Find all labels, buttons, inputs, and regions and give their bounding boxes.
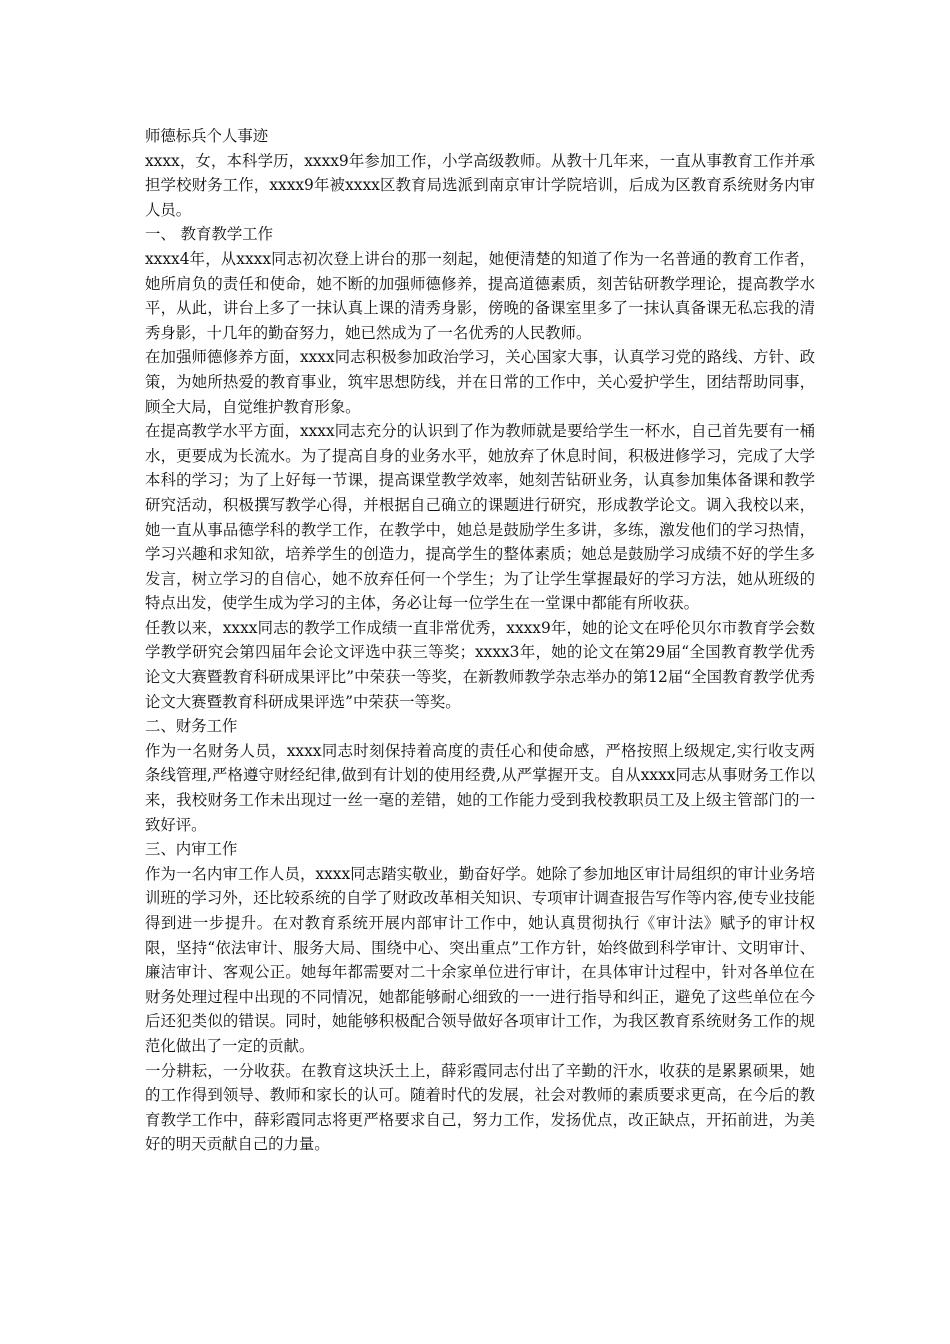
section-heading-finance: 二、财务工作 <box>145 717 238 736</box>
teaching-paragraph-2: 在加强师德修养方面，xxxx同志积极参加政治学习，关心国家大事，认真学习党的路线、方针、政策，为她所热爱的教育事业，筑牢思想防线，并在日常的工作中，关心爱护学生，团结帮助同事，顾全大局，自觉维护教育形象。 <box>145 348 815 416</box>
teaching-paragraph-4: 任教以来，xxxx同志的教学工作成绩一直非常优秀，xxxx9年，她的论文在呼伦贝尔市教育学会数学教学研究会第四届年会论文评选中获三等奖；xxxx3年，她的论文在第29届“全国教育教学优秀论文大赛暨教育科研成果评比”中荣获一等奖，在新教师教学杂志举办的第12届“全国教育教学优秀论文大赛暨教育科研成果评选”中荣获一等奖。 <box>145 618 815 711</box>
section-heading-audit: 三、内审工作 <box>145 840 238 859</box>
intro-paragraph: xxxx，女，本科学历，xxxx9年参加工作，小学高级教师。从教十几年来，一直从事教育工作并承担学校财务工作，xxxx9年被xxxx区教育局选派到南京审计学院培训，后成为区教育系统财务内审人员。 <box>145 151 815 219</box>
audit-paragraph: 作为一名内审工作人员，xxxx同志踏实敬业，勤奋好学。她除了参加地区审计局组织的审计业务培训班的学习外，还比较系统的自学了财政改革相关知识、专项审计调查报告写作等内容,使专业技能得到进一步提升。在对教育系统开展内部审计工作中，她认真贯彻执行《审计法》赋予的审计权限，坚持“依法审计、服务大局、围绕中心、突出重点”工作方针，始终做到科学审计、文明审计、廉洁审计、客观公正。她每年都需要对二十余家单位进行审计，在具体审计过程中，针对各单位在财务处理过程中出现的不同情况，她都能够耐心细致的一一进行指导和纠正，避免了这些单位在今后还犯类似的错误。同时，她能够积极配合领导做好各项审计工作，为我区教育系统财务工作的规范化做出了一定的贡献。 <box>145 864 815 1055</box>
document-page <box>145 124 815 1157</box>
finance-paragraph: 作为一名财务人员，xxxx同志时刻保持着高度的责任心和使命感，严格按照上级规定,实行收支两条线管理,严格遵守财经纪律,做到有计划的使用经费,从严掌握开支。自从xxxx同志从事财务工作以来，我校财务工作未出现过一丝一毫的差错，她的工作能力受到我校教职员工及上级主管部门的一致好评。 <box>145 741 815 834</box>
section-heading-teaching: 一、 教育教学工作 <box>145 225 274 244</box>
document-title: 师德标兵个人事迹 <box>145 127 269 145</box>
teaching-paragraph-1: xxxx4年，从xxxx同志初次登上讲台的那一刻起，她便清楚的知道了作为一名普通的教育工作者，她所肩负的责任和使命，她不断的加强师德修养，提高道德素质，刻苦钻研教学理论，提高教学水平，从此，讲台上多了一抹认真上课的清秀身影，傍晚的备课室里多了一抹认真备课无私忘我的清秀身影，十几年的勤奋努力，她已然成为了一名优秀的人民教师。 <box>145 249 815 342</box>
conclusion-paragraph: 一分耕耘，一分收获。在教育这块沃土上，薛彩霞同志付出了辛勤的汗水，收获的是累累硕果，她的工作得到领导、教师和家长的认可。随着时代的发展，社会对教师的素质要求更高，在今后的教育教学工作中，薛彩霞同志将更严格要求自己，努力工作，发扬优点，改正缺点，开拓前进，为美好的明天贡献自己的力量。 <box>145 1061 815 1154</box>
teaching-paragraph-3: 在提高教学水平方面，xxxx同志充分的认识到了作为教师就是要给学生一杯水，自己首先要有一桶水，更要成为长流水。为了提高自身的业务水平，她放弃了休息时间，积极进修学习，完成了大学本科的学习；为了上好每一节课，提高课堂教学效率，她刻苦钻研业务，认真参加集体备课和教学研究活动，积极撰写教学心得，并根据自己确立的课题进行研究，形成教学论文。调入我校以来，她一直从事品德学科的教学工作，在教学中，她总是鼓励学生多讲，多练，激发他们的学习热情，学习兴趣和求知欲，培养学生的创造力，提高学生的整体素质；她总是鼓励学习成绩不好的学生多发言，树立学习的自信心，她不放弃任何一个学生；为了让学生掌握最好的学习方法，她从班级的特点出发，使学生成为学习的主体，务必让每一位学生在一堂课中都能有所收获。 <box>145 422 815 613</box>
